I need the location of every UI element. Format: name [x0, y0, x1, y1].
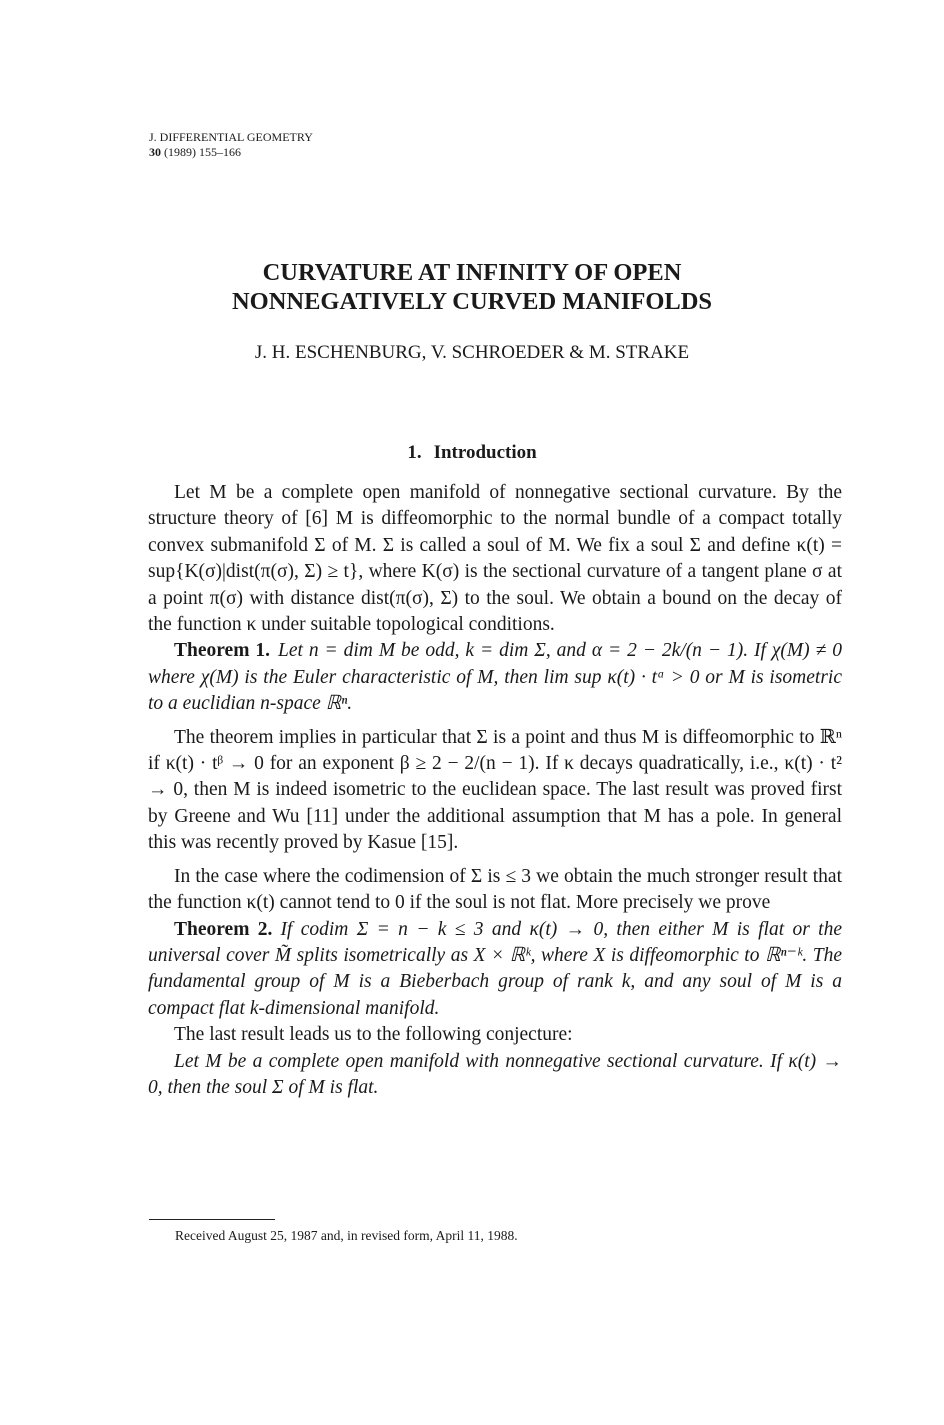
theorem-2-statement: If codim Σ = n − k ≤ 3 and κ(t) → 0, then either M is flat or the universal cover M̃ splits isometrically as X × ℝᵏ, where X is diffeomorphic to ℝⁿ⁻ᵏ. The fundamental group of M is a Bieberbach group of rank k, and any soul of M is a compact flat k-dimensional manifold.: [148, 918, 842, 1019]
theorem-2-label: Theorem 2.: [174, 918, 273, 940]
received-footnote: Received August 25, 1987 and, in revised form, April 11, 1988.: [175, 1228, 518, 1243]
paragraph-conjecture-lead: The last result leads us to the following conjecture:: [174, 1024, 573, 1046]
theorem-1-statement: Let n = dim M be odd, k = dim Σ, and α = 2 − 2k/(n − 1). If χ(M) ≠ 0 where χ(M) is the Euler characteristic of M, then lim sup κ(t) · tᵅ > 0 or M is isometric to a euclidian n-space ℝⁿ.: [148, 640, 842, 715]
paragraph-intro: Let M be a complete open manifold of nonnegative sectional curvature. By the structure theory of [6] M is diffeomorphic to the normal bundle of a compact totally convex submanifold Σ of M. Σ is called a soul of M. We fix a soul Σ and define κ(t) = sup{K(σ)|dist(π(σ), Σ) ≥ t}, where K(σ) is the sectional curvature of a tangent plane σ at a point π(σ) with distance dist(π(σ), Σ) to the soul. We obtain a bound on the decay of the function κ under suitable topological conditions.: [148, 482, 842, 636]
footnote-rule: [149, 1219, 275, 1220]
paper-authors: J. H. ESCHENBURG, V. SCHROEDER & M. STRAKE: [254, 342, 690, 363]
theorem-1-label: Theorem 1.: [174, 640, 271, 662]
journal-header: [149, 130, 313, 160]
paragraph-codimension: In the case where the codimension of Σ is ≤ 3 we obtain the much stronger result that the function κ(t) cannot tend to 0 if the soul is not flat. More precisely we prove: [148, 865, 842, 914]
section-heading: [0, 442, 944, 464]
journal-volume: 30: [149, 145, 161, 159]
paper-body: [148, 480, 842, 1101]
paper-title-line-1: CURVATURE AT INFINITY OF OPEN: [262, 259, 682, 286]
conjecture: Let M be a complete open manifold with nonnegative sectional curvature. If κ(t) → 0, then the soul Σ of M is flat.: [148, 1050, 842, 1098]
paper-title-line-2: NONNEGATIVELY CURVED MANIFOLDS: [231, 288, 713, 315]
section-number: 1.: [407, 442, 422, 463]
paragraph-implications: The theorem implies in particular that Σ is a point and thus M is diffeomorphic to ℝⁿ if κ(t) · tᵝ → 0 for an exponent β ≥ 2 − 2/(n − 1). If κ decays quadratically, i.e., κ(t) · t² → 0, then M is indeed isometric to the euclidean space. The last result was proved first by Greene and Wu [11] under the additional assumption that M has a pole. In general this was recently proved by Kasue [15].: [148, 726, 842, 854]
theorem-2: [148, 917, 842, 1023]
paper-title: [0, 258, 944, 316]
journal-year-pages: (1989) 155–166: [164, 145, 241, 159]
theorem-1: [148, 638, 842, 717]
journal-name: J. DIFFERENTIAL GEOMETRY: [149, 130, 313, 144]
section-title: Introduction: [433, 442, 537, 463]
